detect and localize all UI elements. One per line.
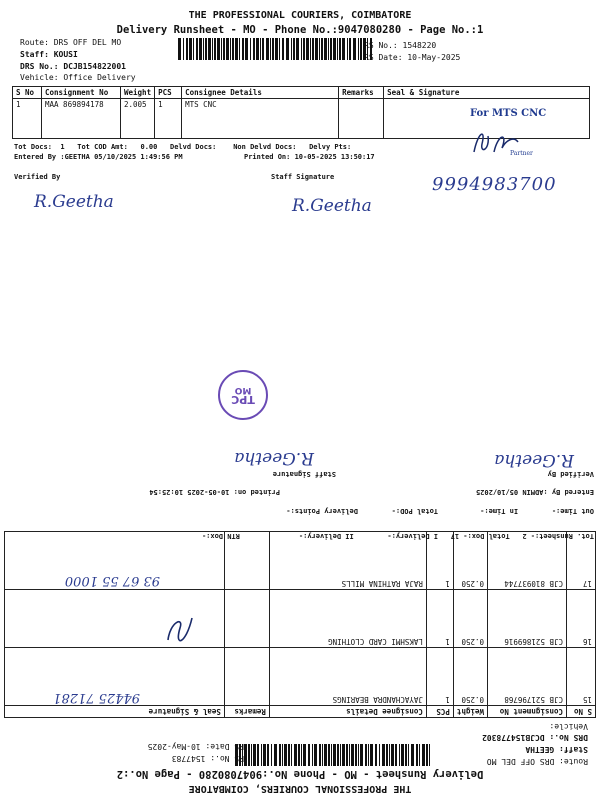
route-text: Route: DRS OFF DEL MO xyxy=(20,38,122,47)
barcode-bar xyxy=(405,744,407,766)
barcode-bar xyxy=(214,38,216,60)
vehicle-text: Vehicle: Office Delivery xyxy=(20,73,136,82)
verified-signature: R.Geetha xyxy=(494,450,574,470)
cell-remarks xyxy=(224,590,269,648)
col-header: S No xyxy=(567,706,596,718)
rs-number: RS No.: 1547783 xyxy=(171,754,244,763)
col-header: Seal & Signature xyxy=(5,706,225,718)
col-header: Remarks xyxy=(224,706,269,718)
cell-weight: 0.250 xyxy=(453,648,487,706)
company-seal-sub: Partner xyxy=(510,150,533,157)
col-header: PCS xyxy=(155,87,182,99)
barcode-bar xyxy=(375,744,377,766)
barcode-bar xyxy=(395,744,397,766)
barcode-bar xyxy=(319,744,321,766)
barcode-bar xyxy=(389,744,390,766)
handwritten-row15: 94425 71281 xyxy=(53,690,140,705)
handwritten-row17: 93 67 55 1000 xyxy=(64,573,160,588)
totals-line: Tot. Runsheet:- 2 Total Dox:- 17 I Delivery:- II Delivery:- RTN Dox:- xyxy=(201,532,594,540)
barcode-bar xyxy=(294,744,297,766)
cell-consignee: JAYACHANDRA BEARINGS xyxy=(269,648,426,706)
printed-on: Printed on: 10-05-2025 10:25:54 xyxy=(149,488,280,496)
col-header: PCS xyxy=(426,706,453,718)
barcode-bar xyxy=(199,38,202,60)
barcode-bar xyxy=(298,744,300,766)
barcode-bar xyxy=(303,744,306,766)
barcode-bar xyxy=(212,38,213,60)
entered-by: Entered By :ADMIN 05/10/2025 xyxy=(475,488,594,496)
cell-weight: 0.250 xyxy=(453,532,487,590)
barcode-bar xyxy=(282,744,283,766)
barcode-bar xyxy=(193,38,194,60)
barcode-bar xyxy=(279,744,281,766)
rs-number: RS No.: 1548220 xyxy=(364,41,437,50)
barcode-bar xyxy=(349,38,351,60)
barcode-bar xyxy=(328,38,329,60)
cell-pcs: 1 xyxy=(426,590,453,648)
barcode-bar xyxy=(183,38,184,60)
cell-pcs: 1 xyxy=(155,99,182,139)
barcode-bar xyxy=(284,744,287,766)
staff-signature: R.Geetha xyxy=(234,448,314,468)
barcode-bar xyxy=(401,744,404,766)
barcode-bar xyxy=(391,744,394,766)
barcode-bar xyxy=(282,38,284,60)
handwritten-phone: 9994983700 xyxy=(432,174,557,195)
barcode-bar xyxy=(239,38,240,60)
cell-pcs: 1 xyxy=(426,532,453,590)
barcode-bar xyxy=(257,744,259,766)
col-header: Weight xyxy=(121,87,155,99)
cell-weight: 0.250 xyxy=(453,590,487,648)
barcode-bar xyxy=(226,38,229,60)
drs-label: DRS No.: DCJB154822001 xyxy=(20,62,126,71)
runsheet-subtitle: Delivery Runsheet - MO - Phone No.:9047080280 - Page No.:1 xyxy=(116,24,484,36)
barcode-bar xyxy=(379,744,380,766)
barcode-bar xyxy=(248,744,250,766)
totals-line: Tot Docs: 1 Tot COD Amt: 0.00 Delvd Docs: Non Delvd Docs: Delvy Pts: xyxy=(14,143,352,151)
barcode-bar xyxy=(353,38,356,60)
barcode-bar xyxy=(358,38,359,60)
barcode-bar xyxy=(339,38,341,60)
barcode-bar xyxy=(324,744,327,766)
barcode-bar xyxy=(314,744,317,766)
cell-consignment: MAA 869894178 xyxy=(42,99,121,139)
rs-date: RS Date: 10-May-2025 xyxy=(147,742,244,751)
staff-text: Staff: KOUSI xyxy=(20,50,78,59)
barcode-bar xyxy=(186,38,188,60)
drs-number: DCJB154778302 xyxy=(482,733,545,742)
cell-consignment: CJB 521796768 xyxy=(488,648,567,706)
barcode-bar xyxy=(301,744,302,766)
col-header: Consignee Details xyxy=(269,706,426,718)
col-header: Remarks xyxy=(339,87,384,99)
barcode-bar xyxy=(342,38,345,60)
cell-remarks xyxy=(224,532,269,590)
barcode-bar xyxy=(256,38,259,60)
verified-by-label: Verified By xyxy=(14,173,61,181)
barcode-bar xyxy=(342,744,345,766)
barcode-bar xyxy=(337,744,339,766)
barcode-bar xyxy=(244,744,247,766)
cell-sno: 17 xyxy=(567,532,596,590)
barcode-bar xyxy=(291,744,292,766)
barcode-bar xyxy=(301,38,302,60)
table-header-row xyxy=(13,87,590,99)
barcode-bar xyxy=(275,38,278,60)
barcode-bar xyxy=(416,744,418,766)
barcode-bar xyxy=(178,38,181,60)
runsheet-page-2 xyxy=(0,400,600,800)
staff-text: Staff: GEETHA xyxy=(525,745,588,754)
tpc-stamp: TPC MO xyxy=(218,370,268,420)
barcode-bar xyxy=(319,38,320,60)
barcode-bar xyxy=(267,744,269,766)
barcode-bar xyxy=(331,744,332,766)
barcode-bar xyxy=(399,744,400,766)
row16-signature-scribble xyxy=(160,612,200,652)
barcode-bar xyxy=(426,744,428,766)
barcode-bar xyxy=(355,744,357,766)
barcode-bar xyxy=(328,744,330,766)
barcode-bar xyxy=(293,38,295,60)
barcode-bar xyxy=(312,38,314,60)
col-header: Consignment No xyxy=(42,87,121,99)
drs-label: DRS No.: DCJB154778302 xyxy=(482,733,588,742)
barcode-bar xyxy=(272,38,274,60)
barcode-bar xyxy=(322,744,323,766)
barcode-bar xyxy=(422,744,425,766)
cell-remarks xyxy=(224,648,269,706)
table-row xyxy=(5,590,596,648)
col-header: Consignee Details xyxy=(182,87,339,99)
barcode-bar xyxy=(253,744,256,766)
runsheet-subtitle: Delivery Runsheet - MO - Phone No.:9047080280 - Page No.:2 xyxy=(116,768,484,780)
barcode-bar xyxy=(261,744,262,766)
barcode-bar xyxy=(351,744,354,766)
barcode-bar xyxy=(411,744,414,766)
barcode-bar xyxy=(349,744,350,766)
col-header: S No xyxy=(13,87,42,99)
cell-consignment: CJB 810937744 xyxy=(488,532,567,590)
barcode-bar xyxy=(250,38,251,60)
barcode-bar xyxy=(286,38,289,60)
barcode-bar xyxy=(262,38,264,60)
barcode-bar xyxy=(263,744,266,766)
cell-consignment: CJB 521869916 xyxy=(488,590,567,648)
company-title: THE PROFESSIONAL COURIERS, COIMBATORE xyxy=(188,10,412,21)
barcode-bar xyxy=(291,38,292,60)
barcode-bar xyxy=(270,38,271,60)
barcode-bar xyxy=(196,38,198,60)
barcode-bar xyxy=(312,744,313,766)
barcode-bar xyxy=(358,744,359,766)
barcode-bar xyxy=(347,38,348,60)
verified-by-label: Verified By xyxy=(547,470,594,478)
barcode-bar xyxy=(370,744,373,766)
barcode-bar xyxy=(337,38,338,60)
barcode-graphic xyxy=(178,38,373,60)
barcode-bar xyxy=(203,38,204,60)
barcode-bar xyxy=(365,744,367,766)
barcode-bar xyxy=(205,38,207,60)
barcode-bar xyxy=(221,38,222,60)
staff-signature-label: Staff Signature xyxy=(272,470,336,478)
time-line: Out Time:- In Time:- Total POD:- Delivery Points:- xyxy=(286,507,594,515)
barcode-bar xyxy=(189,38,192,60)
cell-weight: 2.005 xyxy=(121,99,155,139)
barcode-bar xyxy=(245,38,248,60)
col-header: Seal & Signature xyxy=(384,87,590,99)
barcode-bar xyxy=(333,38,336,60)
drs-number: DCJB154822001 xyxy=(63,62,126,71)
barcode-bar xyxy=(382,744,385,766)
barcode-bar xyxy=(315,38,318,60)
barcode-bar xyxy=(419,744,420,766)
staff-signature: R.Geetha xyxy=(292,196,372,216)
barcode-bar xyxy=(230,38,231,60)
printed-on: Printed On: 10-05-2025 13:50:17 xyxy=(244,153,375,161)
barcode-bar xyxy=(232,38,234,60)
barcode-bar xyxy=(321,38,323,60)
barcode-bar xyxy=(208,38,211,60)
barcode-bar xyxy=(333,744,336,766)
company-title: THE PROFESSIONAL COURIERS, COIMBATORE xyxy=(188,783,412,794)
barcode-bar xyxy=(330,38,332,60)
barcode-bar xyxy=(260,38,261,60)
barcode-bar xyxy=(242,38,244,60)
table-header-row xyxy=(5,706,596,718)
seal-signature-scribble xyxy=(468,122,524,158)
cell-consignee: RAJA RATHINA MILLS xyxy=(269,532,426,590)
barcode-bar xyxy=(368,744,369,766)
barcode-bar xyxy=(308,744,310,766)
vehicle-text: Vehicle: xyxy=(549,722,588,731)
cell-pcs: 1 xyxy=(426,648,453,706)
barcode-bar xyxy=(324,38,327,60)
barcode-bar xyxy=(217,38,220,60)
cell-remarks xyxy=(339,99,384,139)
barcode-bar xyxy=(253,38,255,60)
rs-date: RS Date: 10-May-2025 xyxy=(364,53,461,62)
company-seal-text: For MTS CNC xyxy=(470,108,547,119)
barcode-bar xyxy=(340,744,341,766)
barcode-bar xyxy=(274,744,277,766)
verified-signature: R.Geetha xyxy=(34,192,114,212)
barcode-bar xyxy=(386,744,388,766)
entered-by: Entered By :GEETHA 05/10/2025 1:49:56 PM xyxy=(14,153,183,161)
barcode-bar xyxy=(303,38,305,60)
barcode-bar xyxy=(346,744,348,766)
barcode-bar xyxy=(266,38,269,60)
cell-sno: 16 xyxy=(567,590,596,648)
cell-consignee: LAKSHMI CARD CLOTHING xyxy=(269,590,426,648)
barcode-bar xyxy=(279,38,280,60)
cell-sno: 1 xyxy=(13,99,42,139)
barcode-bar xyxy=(408,744,409,766)
barcode-bar xyxy=(235,38,238,60)
barcode-bar xyxy=(288,744,290,766)
barcode-bar xyxy=(360,744,363,766)
staff-signature-label: Staff Signature xyxy=(271,173,335,181)
barcode-graphic xyxy=(234,744,430,766)
col-header: Weight xyxy=(453,706,487,718)
route-text: Route: DRS OFF DEL MO xyxy=(486,757,588,766)
barcode-bar xyxy=(223,38,225,60)
barcode-bar xyxy=(296,38,299,60)
barcode-bar xyxy=(251,744,252,766)
barcode-bar xyxy=(360,38,362,60)
cell-sno: 15 xyxy=(567,648,596,706)
barcode-bar xyxy=(271,744,272,766)
barcode-bar xyxy=(306,38,309,60)
barcode-bar xyxy=(429,744,430,766)
cell-consignee: MTS CNC xyxy=(182,99,339,139)
col-header: Consignment No xyxy=(488,706,567,718)
barcode-bar xyxy=(310,38,311,60)
